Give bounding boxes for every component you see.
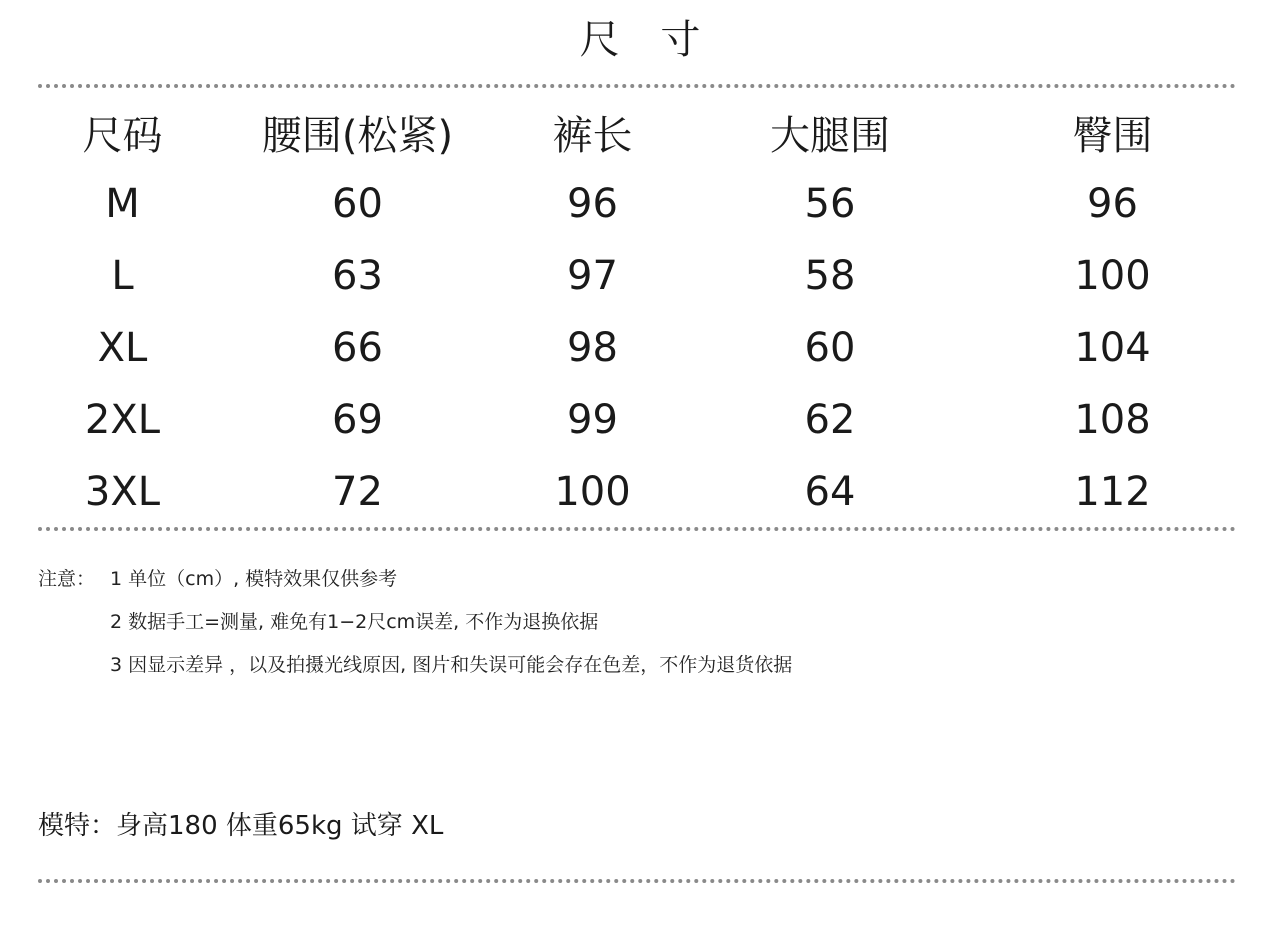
table-cell: 97 xyxy=(567,253,618,299)
table-row xyxy=(0,456,1280,528)
table-cell: M xyxy=(105,181,140,227)
table-header-row xyxy=(0,96,1280,168)
notes-label: 注意： xyxy=(38,568,96,590)
note-item xyxy=(38,601,792,644)
table-cell: 96 xyxy=(1087,181,1138,227)
table-cell: 3XL xyxy=(84,469,161,515)
table-row xyxy=(0,240,1280,312)
table-cell: 60 xyxy=(804,325,856,371)
table-cell: 2XL xyxy=(84,397,161,443)
notes-section xyxy=(38,558,792,687)
header-waist: 腰围(松紧) xyxy=(261,112,454,159)
table-cell: 62 xyxy=(804,397,856,443)
table-cell: 64 xyxy=(804,469,856,515)
table-row xyxy=(0,312,1280,384)
header-thigh: 大腿围 xyxy=(770,112,890,159)
table-cell: 72 xyxy=(332,469,383,515)
header-hip: 臀围 xyxy=(1072,112,1153,159)
table-cell: 100 xyxy=(1074,253,1151,299)
header-size: 尺码 xyxy=(82,112,163,159)
note-text: 3 因显示差异 ，以及拍摄光线原因, 图片和失误可能会存在色差，不作为退货依据 xyxy=(110,654,793,676)
dotted-divider-bottom xyxy=(38,879,1236,883)
table-cell: 60 xyxy=(332,181,383,227)
table-cell: XL xyxy=(97,325,148,371)
table-cell: 99 xyxy=(567,397,618,443)
table-cell: 66 xyxy=(332,325,383,371)
table-cell: 100 xyxy=(554,469,631,515)
table-row xyxy=(0,168,1280,240)
note-text: 2 数据手工=测量, 难免有1−2尺cm误差, 不作为退换依据 xyxy=(110,611,599,633)
size-table xyxy=(0,96,1280,528)
table-row xyxy=(0,384,1280,456)
table-cell: 58 xyxy=(804,253,856,299)
model-info: 模特：身高180 体重65kg 试穿 XL xyxy=(38,811,444,841)
table-cell: 69 xyxy=(332,397,383,443)
dotted-divider-middle xyxy=(38,527,1236,531)
note-item xyxy=(38,644,792,687)
page-title: 尺 寸 xyxy=(579,17,715,63)
note-text: 1 单位（cm）, 模特效果仅供参考 xyxy=(110,568,398,590)
note-item xyxy=(38,558,792,601)
table-cell: 63 xyxy=(332,253,383,299)
header-length: 裤长 xyxy=(552,112,633,159)
table-cell: 104 xyxy=(1074,325,1151,371)
table-cell: 96 xyxy=(567,181,618,227)
table-cell: 112 xyxy=(1074,469,1151,515)
table-cell: 98 xyxy=(567,325,618,371)
table-cell: 108 xyxy=(1074,397,1151,443)
table-cell: 56 xyxy=(804,181,856,227)
dotted-divider-top xyxy=(38,84,1236,88)
table-cell: L xyxy=(111,253,134,299)
